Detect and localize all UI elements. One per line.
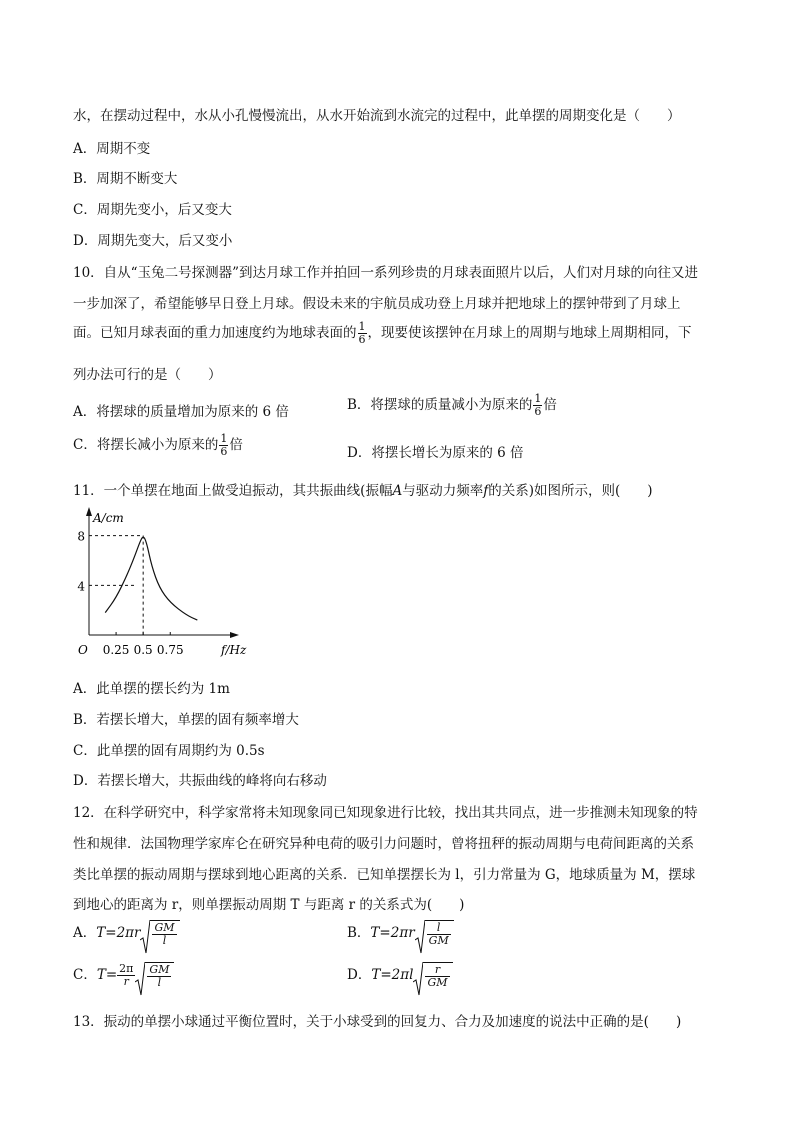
q11-stem-part-2: 与驱动力频率	[402, 483, 484, 499]
radicand-numerator: GM	[149, 963, 170, 976]
radical-sign-icon	[140, 920, 150, 954]
q9-option-b: B．周期不断变大	[73, 171, 178, 187]
x-tick-label: 0.5	[133, 643, 153, 657]
radicand-numerator: GM	[154, 921, 175, 934]
y-tick-label: 8	[77, 529, 85, 544]
radicand-fraction	[147, 964, 171, 989]
fraction-denominator: 6	[220, 445, 228, 458]
q12-line-4: 到地心的距离为 r，则单摆振动周期 T 与距离 r 的关系式为( )	[73, 897, 465, 913]
fraction-one-sixth	[219, 433, 228, 458]
q10-line-2: 一步加深了，希望能够早日登上月球。假设未来的宇航员成功登上月球并把地球上的摆钟带到了月球上	[73, 296, 681, 312]
resonance-curve-chart	[70, 503, 250, 663]
q11-option-c: C．此单摆的固有周期约为 0.5s	[73, 743, 265, 759]
q11-symbol-f: f	[483, 483, 489, 499]
fraction-one-sixth	[533, 393, 542, 418]
y-axis-arrow-icon	[86, 507, 92, 516]
radicand-fraction	[425, 964, 449, 989]
fraction-denominator: 6	[358, 333, 366, 346]
radical-sign-icon	[415, 920, 425, 954]
q12-option-c	[73, 962, 174, 989]
q10-option-b-text: B．将摆球的质量减小为原来的	[347, 397, 533, 413]
fraction-numerator: 1	[220, 432, 228, 445]
q10-line-4: 列办法可行的是（ ）	[73, 367, 222, 383]
square-root	[415, 920, 454, 947]
x-tick-label: 0.25	[102, 643, 130, 657]
q12-option-c-label: C．	[73, 967, 97, 983]
q11-option-b: B．若摆长增大，单摆的固有频率增大	[73, 712, 299, 728]
q9-stem: 水，在摆动过程中，水从小孔慢慢流出，从水开始流到水流完的过程中，此单摆的周期变化是（ ）	[73, 108, 681, 124]
radicand-denominator: GM	[428, 934, 449, 947]
y-axis-label: A/cm	[93, 511, 124, 525]
q12-option-d-label: D．	[347, 967, 372, 983]
q12-option-a	[73, 920, 180, 947]
q10-line-3	[73, 321, 692, 346]
radicand-denominator: GM	[427, 976, 448, 989]
q11-option-a: A．此单摆的摆长约为 1m	[73, 681, 230, 697]
square-root	[140, 920, 179, 947]
q12-option-d	[347, 962, 453, 989]
fraction-numerator: 1	[358, 320, 366, 333]
q10-option-b	[347, 393, 557, 418]
q10-option-c-text: C．将摆长减小为原来的	[73, 437, 219, 453]
q12-line-2: 性和规律．法国物理学家库仑在研究异种电荷的吸引力问题时，曾将扭秤的振动周期与电荷间距离的关系	[73, 836, 694, 852]
q12-option-d-expr: T=2πl	[371, 967, 414, 983]
radicand-fraction	[427, 922, 451, 947]
q9-option-a: A．周期不变	[73, 141, 151, 157]
x-tick-label: 0.75	[156, 643, 184, 657]
q10-line-3-part-b: ，现要使该摆钟在月球上的周期与地球上周期相同，下	[367, 325, 692, 341]
q11-symbol-a: A	[392, 483, 403, 499]
radicand-numerator: r	[425, 964, 449, 977]
x-axis-label: f/Hz	[221, 643, 247, 657]
q10-option-c-suffix: 倍	[229, 437, 243, 453]
q11-stem-part-1: 11．一个单摆在地面上做受迫振动，其共振曲线(振幅	[73, 483, 393, 499]
q9-option-c: C．周期先变小，后又变大	[73, 202, 232, 218]
coefficient-numerator: 2π	[119, 962, 134, 975]
q11-option-d: D．若摆长增大，共振曲线的峰将向右移动	[73, 773, 327, 789]
q12-line-3: 类比单摆的振动周期与摆球到地心距离的关系．已知单摆摆长为 l，引力常量为 G，地球质量为 M，摆球	[73, 867, 696, 883]
radicand-numerator: l	[427, 922, 451, 935]
fraction-one-sixth	[358, 321, 367, 346]
q11-stem	[73, 479, 653, 499]
q10-option-b-suffix: 倍	[543, 397, 557, 413]
q12-line-1: 12．在科学研究中，科学家常将未知现象同已知现象进行比较，找出其共同点，进一步推测未知现象的特	[73, 805, 698, 821]
square-root	[413, 962, 452, 989]
radical-sign-icon	[135, 962, 145, 996]
q10-option-c	[73, 433, 243, 458]
q12-option-b	[347, 920, 454, 947]
x-axis-arrow-icon	[230, 632, 239, 638]
radicand-denominator: l	[162, 934, 167, 947]
q11-stem-part-3: 的关系)如图所示，则( )	[488, 483, 653, 499]
q12-option-b-label: B．	[347, 925, 371, 941]
radical-sign-icon	[413, 962, 423, 996]
coefficient-fraction	[117, 963, 135, 988]
radicand-denominator: l	[157, 976, 162, 989]
q12-option-b-expr: T=2πr	[370, 925, 415, 941]
resonance-curve	[105, 537, 197, 620]
q10-line-1: 10．自从“玉兔二号探测器”到达月球工作并拍回一系列珍贵的月球表面照片以后，人们对月球的向往又进	[73, 265, 698, 281]
square-root	[135, 962, 174, 989]
q9-option-d: D．周期先变大，后又变小	[73, 233, 233, 249]
q10-line-3-part-a: 面。已知月球表面的重力加速度约为地球表面的	[73, 325, 357, 341]
fraction-denominator: 6	[534, 405, 542, 418]
q12-option-a-expr: T=2πr	[96, 925, 141, 941]
radicand-fraction	[152, 922, 176, 947]
coefficient-denominator: r	[123, 975, 129, 988]
q13-stem: 13．振动的单摆小球通过平衡位置时，关于小球受到的回复力、合力及加速度的说法中正确的是( )	[73, 1014, 682, 1030]
fraction-numerator: 1	[534, 392, 542, 405]
q12-option-a-label: A．	[73, 925, 97, 941]
origin-label: O	[78, 643, 88, 657]
q10-option-d: D．将摆长增长为原来的 6 倍	[347, 445, 524, 461]
y-tick-label: 4	[77, 579, 85, 594]
q12-option-c-expr: T=	[96, 967, 118, 983]
q10-option-a: A．将摆球的质量增加为原来的 6 倍	[73, 404, 289, 420]
